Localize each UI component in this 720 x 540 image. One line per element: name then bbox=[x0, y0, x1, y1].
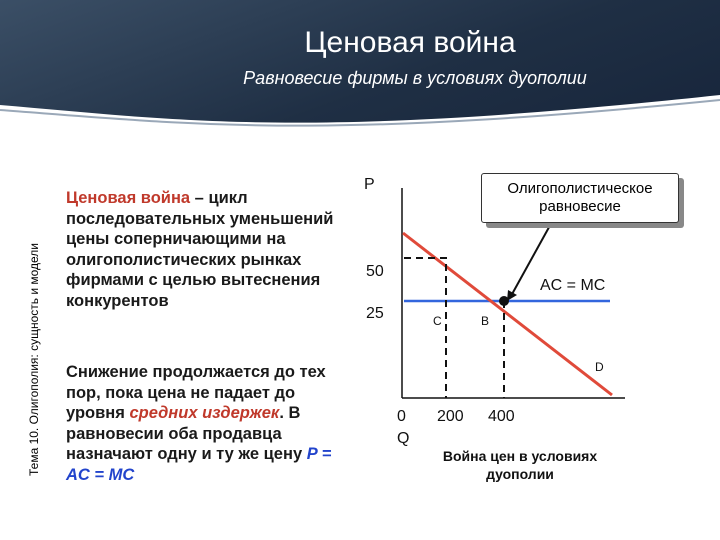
demand-label: D bbox=[595, 360, 604, 374]
explanation-text bbox=[66, 362, 341, 485]
page-subtitle: Равновесие фирмы в условиях дуополии bbox=[243, 68, 587, 88]
side-topic-caption: Тема 10. Олигополия: сущность и модели bbox=[27, 242, 41, 476]
equilibrium-point bbox=[499, 296, 509, 306]
definition-text bbox=[66, 188, 336, 311]
y-axis-label: P bbox=[364, 176, 375, 193]
origin-label: 0 bbox=[397, 408, 406, 425]
header-banner bbox=[0, 0, 720, 148]
explanation-part2: . В равновесии оба продавца назначают одну и ту же цену bbox=[66, 404, 307, 463]
x-axis-label: Q bbox=[397, 430, 410, 447]
point-c-label: C bbox=[433, 314, 442, 328]
y-tick-50: 50 bbox=[366, 263, 384, 280]
page-title: Ценовая война bbox=[304, 26, 516, 59]
explanation-formula: P = AC = MC bbox=[66, 445, 332, 484]
y-tick-25: 25 bbox=[366, 305, 384, 322]
dashed-guide-200 bbox=[404, 258, 446, 398]
x-tick-400: 400 bbox=[488, 408, 515, 425]
point-b-label: B bbox=[481, 314, 490, 328]
definition-body: – цикл последовательных уменьшений цены соперничающими на олигополистических рынках фирмами с целью вытеснения конкурентов bbox=[66, 189, 334, 310]
equilibrium-callout: Олигополистическое равновесие bbox=[481, 173, 679, 223]
definition-term: Ценовая война bbox=[66, 189, 191, 207]
explanation-highlight: средних издержек bbox=[129, 404, 280, 422]
explanation-part1: Снижение продолжается до тех пор, пока цена не падает до уровня bbox=[66, 363, 326, 422]
diagram-caption: Война цен в условиях дуополии bbox=[442, 448, 598, 482]
ac-mc-label: AC = MC bbox=[540, 277, 606, 294]
x-tick-200: 200 bbox=[437, 408, 464, 425]
